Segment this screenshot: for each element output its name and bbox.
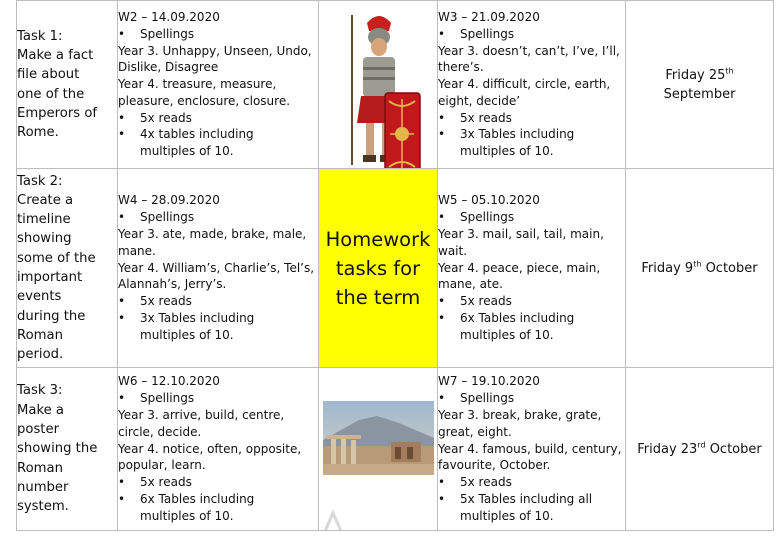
list-item: [118, 310, 318, 327]
task-line: showing: [17, 231, 72, 247]
due-date-suffix: rd: [697, 440, 706, 450]
homework-table: [16, 0, 774, 531]
due-date-month: October: [709, 441, 762, 457]
week-cell: [438, 368, 626, 531]
due-date-month: September: [663, 86, 736, 102]
task-line: Rome.: [17, 125, 59, 141]
list-item: [438, 491, 625, 508]
bullet-icon: •: [118, 26, 126, 41]
list-item: Year 4. notice, often, opposite, popular, learn.: [118, 441, 302, 473]
week-cell: [118, 368, 319, 531]
week-cell: [118, 169, 319, 368]
homework-title-line: tasks for: [335, 256, 421, 280]
item-text: Spellings: [140, 391, 195, 406]
item-text: Spellings: [460, 26, 515, 41]
due-date: [626, 259, 773, 278]
item-text: 5x reads: [140, 475, 192, 490]
task-line: Task 3:: [17, 383, 63, 399]
task-line: system.: [17, 499, 69, 515]
homework-title-line: the term: [335, 285, 421, 309]
bullet-icon: •: [118, 475, 126, 490]
list-item: Year 4. treasure, measure, pleasure, enclosure, closure.: [118, 77, 291, 108]
due-date-suffix: th: [725, 66, 734, 76]
bullet-icon: •: [438, 210, 446, 225]
homework-title-cell: [319, 169, 438, 368]
list-item: Year 3. ate, made, brake, male, mane.: [118, 227, 307, 258]
homework-title-line: Homework: [325, 227, 431, 251]
task-cell: [17, 368, 118, 531]
due-date-cell: [626, 1, 774, 169]
list-item: [118, 110, 318, 127]
item-text: 5x Tables including all: [460, 491, 593, 506]
list-item: Year 3. break, brake, grate, great, eight.: [438, 408, 602, 439]
list-item: [118, 126, 318, 143]
item-text: 5x reads: [460, 475, 512, 490]
week-heading: W2 – 14.09.2020: [118, 9, 220, 24]
bullet-icon: •: [438, 294, 446, 309]
item-text: 3x Tables including: [140, 310, 255, 325]
item-text: Spellings: [140, 210, 195, 225]
roman-soldier-image: [319, 1, 438, 169]
bullet-icon: •: [118, 294, 126, 309]
task-line: during the: [17, 308, 86, 324]
week-cell: [438, 1, 626, 169]
list-item: [118, 491, 318, 508]
bullet-icon: •: [438, 491, 446, 506]
task-line: timeline: [17, 212, 71, 228]
week-heading: W7 – 19.10.2020: [438, 374, 540, 389]
list-item: Year 3. mail, sail, tail, main, wait.: [438, 227, 604, 258]
list-item: [438, 310, 625, 327]
list-item: [438, 26, 625, 43]
item-text: 4x tables including: [140, 127, 254, 142]
bullet-icon: •: [118, 210, 126, 225]
list-item: [438, 110, 625, 127]
week-heading: W4 – 28.09.2020: [118, 193, 220, 208]
bullet-icon: •: [438, 110, 446, 125]
task-line: poster: [17, 422, 60, 438]
bullet-icon: •: [438, 127, 446, 142]
image-cell: [319, 1, 438, 169]
task-line: Roman: [17, 460, 63, 476]
bullet-icon: •: [118, 110, 126, 125]
list-item: [118, 209, 318, 226]
list-item: Year 4. difficult, circle, earth, eight, decide’: [438, 77, 611, 108]
task-line: number: [17, 479, 69, 495]
task-line: Make a: [17, 402, 65, 418]
task-line: Task 1:: [17, 28, 63, 44]
bullet-icon: •: [438, 310, 446, 325]
task-line: file about: [17, 67, 80, 83]
week-cell: [118, 1, 319, 169]
task-line: one of the: [17, 86, 85, 102]
task-line: some of the: [17, 250, 96, 266]
table-row: [17, 368, 774, 531]
due-date: [626, 66, 773, 85]
list-item: Year 4. William’s, Charlie’s, Tel’s, Alannah’s, Jerry’s.: [118, 260, 315, 292]
list-item: Year 3. doesn’t, can’t, I’ve, I’ll, there’s.: [438, 43, 620, 75]
table-row: [17, 1, 774, 169]
task-line: events: [17, 289, 62, 305]
due-date: [626, 440, 773, 459]
task-line: Roman: [17, 327, 63, 343]
bullet-icon: •: [118, 127, 126, 142]
list-item: multiples of 10.: [460, 144, 554, 159]
list-item: [118, 390, 318, 407]
bullet-icon: •: [118, 310, 126, 325]
task-line: Task 2:: [17, 173, 63, 189]
item-text: 5x reads: [460, 110, 512, 125]
week-heading: W3 – 21.09.2020: [438, 9, 540, 24]
list-item: multiples of 10.: [460, 508, 554, 523]
item-text: 6x Tables including: [460, 310, 575, 325]
due-date-cell: [626, 169, 774, 368]
due-date-day: Friday 23: [637, 441, 698, 457]
bullet-icon: •: [438, 475, 446, 490]
due-date-cell: [626, 368, 774, 531]
list-item: [438, 390, 625, 407]
bullet-icon: •: [438, 26, 446, 41]
list-item: multiples of 10.: [140, 508, 234, 523]
task-line: Emperors of: [17, 105, 98, 121]
table-row: [17, 169, 774, 368]
list-item: [438, 293, 625, 310]
due-date-day: Friday 25: [665, 67, 726, 83]
list-item: [118, 293, 318, 310]
task-cell: [17, 1, 118, 169]
list-item: [438, 126, 625, 143]
task-line: showing the: [17, 441, 98, 457]
week-heading: W6 – 12.10.2020: [118, 374, 220, 389]
task-line: important: [17, 270, 83, 285]
due-date-month: October: [705, 260, 758, 276]
list-item: Year 4. peace, piece, main, mane, ate.: [438, 260, 601, 292]
list-item: [118, 474, 318, 491]
list-item: multiples of 10.: [140, 327, 234, 342]
week-cell: [438, 169, 626, 368]
item-text: Spellings: [460, 210, 515, 225]
bullet-icon: •: [118, 491, 126, 506]
list-item: Year 3. Unhappy, Unseen, Undo, Dislike, Disagree: [118, 43, 312, 75]
task-line: Make a fact: [17, 47, 94, 63]
list-item: multiples of 10.: [140, 144, 234, 159]
due-date-day: Friday 9: [641, 260, 694, 276]
list-item: [438, 474, 625, 491]
roman-ruins-image: [319, 368, 438, 531]
week-heading: W5 – 05.10.2020: [438, 193, 540, 208]
bullet-icon: •: [438, 391, 446, 406]
list-item: [438, 209, 625, 226]
list-item: Year 4. famous, build, century, favourite, October.: [438, 441, 622, 473]
list-item: [118, 26, 318, 43]
item-text: 5x reads: [140, 110, 192, 125]
item-text: Spellings: [140, 26, 195, 41]
item-text: 5x reads: [140, 294, 192, 309]
item-text: 6x Tables including: [140, 491, 255, 506]
list-item: Year 3. arrive, build, centre, circle, decide.: [118, 408, 285, 439]
task-line: Create a: [17, 192, 74, 208]
list-item: multiples of 10.: [460, 327, 554, 342]
bullet-icon: •: [118, 391, 126, 406]
item-text: 3x Tables including: [460, 127, 575, 142]
task-cell: [17, 169, 118, 368]
due-date-suffix: th: [693, 259, 702, 269]
task-line: period.: [17, 347, 64, 363]
image-cell: [319, 368, 438, 531]
item-text: Spellings: [460, 391, 515, 406]
item-text: 5x reads: [460, 294, 512, 309]
